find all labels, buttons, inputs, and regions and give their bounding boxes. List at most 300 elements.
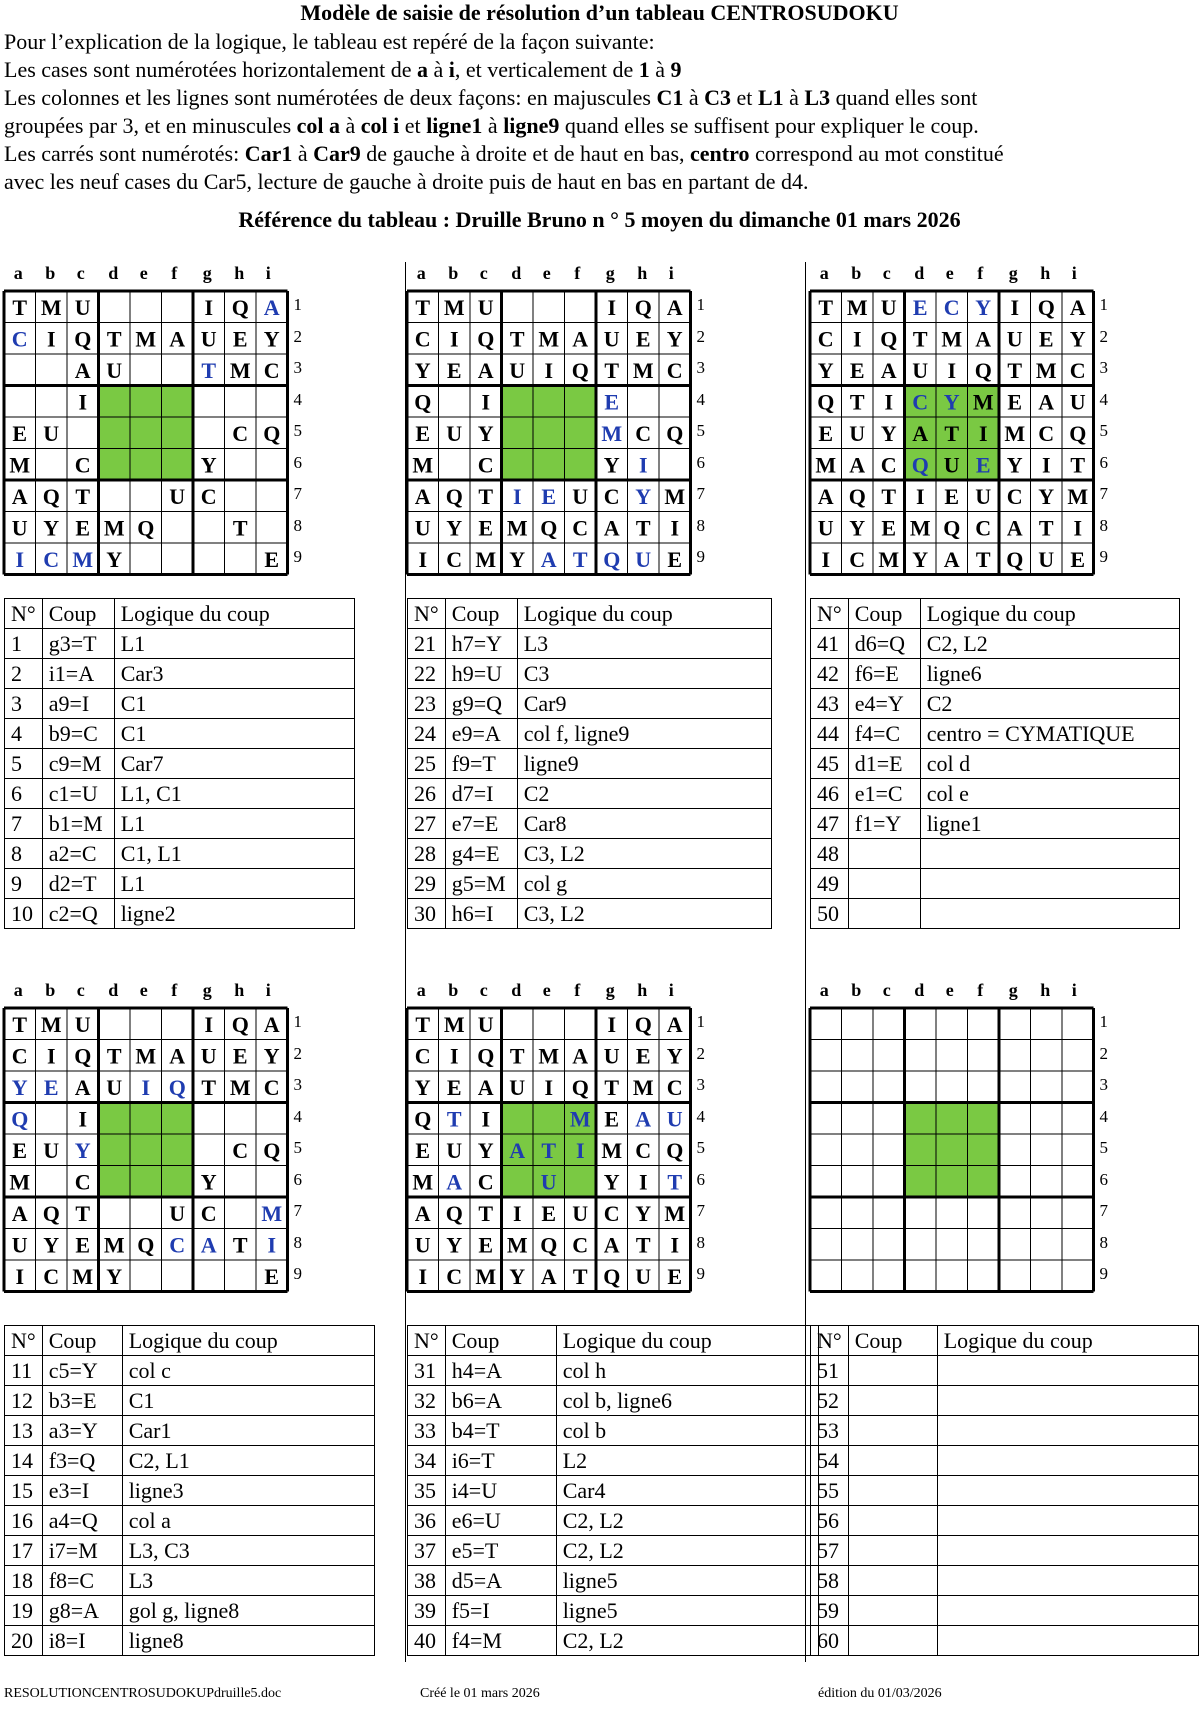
intro-segment: 9 [670, 57, 682, 82]
intro-segment: correspond au mot constitué [749, 141, 1004, 166]
move-logique [937, 1386, 1198, 1416]
cell-letter-g1: I [607, 1011, 617, 1037]
table-row [5, 809, 355, 839]
header-number: N° [5, 599, 43, 629]
move-coup: i4=U [445, 1476, 556, 1506]
cell-letter-h7: Y [1038, 483, 1055, 509]
move-number: 60 [811, 1626, 849, 1656]
cell-letter-g5: M [601, 420, 623, 446]
cell-letter-g2: U [603, 1043, 620, 1069]
cell-letter-d2: T [106, 1043, 122, 1069]
cell-letter-i8: I [267, 1232, 277, 1258]
table-header-row [811, 1326, 1199, 1356]
cell-letter-h8: T [232, 1232, 248, 1258]
cell-letter-c1: U [880, 294, 897, 320]
table-row [5, 659, 355, 689]
move-number: 14 [5, 1446, 43, 1476]
intro-segment: et [731, 85, 758, 110]
column-letter-g: g [1008, 263, 1018, 283]
cell-letter-h5: C [232, 420, 249, 446]
table-row [811, 839, 1180, 869]
cell-letter-i1: A [263, 1011, 280, 1037]
table-row [811, 719, 1180, 749]
row-number-7: 7 [696, 1201, 705, 1220]
table-row [408, 719, 772, 749]
move-logique: Car8 [517, 809, 771, 839]
cell-letter-f8: C [169, 1232, 186, 1258]
column-letter-i: i [265, 263, 271, 283]
intro-segment: C1 [656, 85, 684, 110]
table-row [5, 1536, 375, 1566]
move-coup: c5=Y [42, 1356, 122, 1386]
move-coup: d5=A [445, 1566, 556, 1596]
intro-segment: 1 [638, 57, 650, 82]
cell-letter-b9: C [43, 1263, 60, 1289]
intro-segment: col i [360, 113, 400, 138]
cell-letter-c2: Q [477, 1043, 495, 1069]
header-number: N° [811, 599, 849, 629]
cell-letter-i2: Y [666, 1043, 683, 1069]
move-logique: col b, ligne6 [556, 1386, 818, 1416]
move-coup [848, 899, 920, 929]
cell-letter-f7: U [572, 1200, 589, 1226]
table-row [408, 1566, 819, 1596]
table-row [408, 839, 772, 869]
move-number: 15 [5, 1476, 43, 1506]
cell-letter-i1: A [1069, 294, 1086, 320]
header-logique: Logique du coup [920, 599, 1179, 629]
move-coup [848, 1566, 937, 1596]
cell-letter-i9: E [667, 1263, 683, 1289]
cell-letter-c7: T [478, 1200, 494, 1226]
cell-letter-c5: Y [477, 420, 494, 446]
row-number-8: 8 [696, 515, 705, 535]
move-number: 29 [408, 869, 446, 899]
move-number: 22 [408, 659, 446, 689]
column-letter-c: c [76, 980, 85, 1000]
cell-letter-a7: A [11, 483, 28, 509]
cell-letter-c2: Q [74, 1043, 92, 1069]
cell-letter-c9: M [475, 1263, 497, 1289]
column-letter-f: f [977, 980, 984, 1000]
table-row [811, 1416, 1199, 1446]
column-letter-f: f [171, 263, 178, 283]
cell-letter-b3: E [849, 357, 865, 383]
cell-letter-c6: C [477, 452, 494, 478]
cell-letter-h5: C [635, 420, 652, 446]
cell-letter-b8: Y [849, 515, 866, 541]
table-row [5, 899, 355, 929]
intro-segment: à [783, 85, 805, 110]
cell-letter-b7: Q [848, 483, 866, 509]
row-number-7: 7 [1099, 484, 1108, 503]
cell-letter-f9: T [975, 546, 991, 572]
cell-letter-h3: M [632, 357, 654, 383]
cell-letter-i6: T [667, 1169, 683, 1195]
cell-letter-g8: A [1006, 515, 1023, 541]
move-logique: ligne9 [517, 749, 771, 779]
cell-letter-h4: A [635, 1106, 652, 1132]
column-letter-c: c [882, 980, 891, 1000]
move-number: 9 [5, 869, 43, 899]
intro-segment: Les cases sont numérotées horizontalement de [4, 57, 417, 82]
table-row [811, 689, 1180, 719]
cell-letter-g7: C [1006, 483, 1023, 509]
table-row [811, 1386, 1199, 1416]
intro-segment: à [292, 141, 314, 166]
cell-letter-g3: T [1007, 357, 1023, 383]
cell-letter-g4: E [604, 1106, 620, 1132]
cell-letter-d7: I [915, 483, 925, 509]
cell-letter-d2: T [509, 1043, 525, 1069]
row-number-2: 2 [696, 1043, 705, 1063]
move-number: 10 [5, 899, 43, 929]
move-logique [937, 1356, 1198, 1386]
cell-letter-c3: A [477, 1074, 494, 1100]
move-logique [937, 1416, 1198, 1446]
intro-segment: ligne9 [503, 113, 560, 138]
cell-letter-h2: E [635, 1043, 651, 1069]
cell-letter-f2: A [169, 1043, 186, 1069]
row-number-6: 6 [293, 1169, 302, 1189]
move-logique: L1 [114, 629, 354, 659]
row-number-9: 9 [1099, 547, 1108, 566]
table-row [408, 1596, 819, 1626]
cell-letter-c8: E [478, 515, 494, 541]
cell-letter-f5: I [575, 1137, 585, 1163]
intro-segment: à [649, 57, 671, 82]
cell-letter-f8: C [572, 515, 589, 541]
cell-letter-g9: Q [603, 546, 621, 572]
move-coup: e9=A [445, 719, 517, 749]
cell-letter-a5: E [12, 1137, 28, 1163]
cell-letter-a2: C [414, 326, 431, 352]
intro-segment: à [683, 85, 705, 110]
cell-letter-a7: A [817, 483, 834, 509]
move-number: 12 [5, 1386, 43, 1416]
move-coup: f4=M [445, 1626, 556, 1656]
move-coup: h6=I [445, 899, 517, 929]
cell-letter-e6: U [943, 452, 960, 478]
cell-letter-a7: A [414, 483, 431, 509]
row-number-1: 1 [696, 1012, 705, 1031]
move-logique: col b [556, 1416, 818, 1446]
cell-letter-g1: I [607, 294, 617, 320]
table-row [408, 899, 772, 929]
cell-letter-h9: U [635, 1263, 652, 1289]
cell-letter-g7: C [603, 483, 620, 509]
cell-letter-a3: Y [414, 357, 431, 383]
column-letter-b: b [45, 980, 56, 1000]
cell-letter-d3: U [509, 1074, 526, 1100]
move-logique: L1 [114, 869, 354, 899]
cell-letter-b2: I [46, 1043, 56, 1069]
table-row [5, 779, 355, 809]
cell-letter-e5: T [944, 420, 960, 446]
move-logique: C1, L1 [114, 839, 354, 869]
intro-segment: C3 [704, 85, 732, 110]
intro-segment: Car9 [313, 141, 361, 166]
row-number-1: 1 [696, 295, 705, 314]
move-coup: i8=I [42, 1626, 122, 1656]
cell-letter-h2: E [232, 1043, 248, 1069]
cell-letter-i3: C [1069, 357, 1086, 383]
row-number-5: 5 [696, 1138, 705, 1157]
cell-letter-f2: A [169, 326, 186, 352]
moves-table-5 [407, 1325, 819, 1656]
move-coup: f1=Y [848, 809, 920, 839]
move-logique: ligne6 [920, 659, 1179, 689]
cell-letter-a6: M [9, 1169, 31, 1195]
move-number: 55 [811, 1476, 849, 1506]
cell-letter-d6: Q [911, 452, 929, 478]
column-letter-b: b [45, 263, 56, 283]
cell-letter-g1: I [204, 294, 214, 320]
intro-segment: L1 [757, 85, 784, 110]
cell-letter-h3: M [229, 357, 251, 383]
cell-letter-c3: A [74, 1074, 91, 1100]
cell-letter-d7: I [512, 1200, 522, 1226]
cell-letter-g6: Y [603, 1169, 620, 1195]
intro-segment: Car1 [244, 141, 293, 166]
table-row [5, 629, 355, 659]
column-letter-f: f [977, 263, 984, 283]
table-row [5, 869, 355, 899]
row-number-8: 8 [293, 1232, 302, 1252]
cell-letter-b5: U [446, 420, 463, 446]
cell-letter-i1: A [666, 1011, 683, 1037]
cell-letter-h9: U [1038, 546, 1055, 572]
cell-letter-b9: C [446, 1263, 463, 1289]
move-logique: C2, L2 [920, 629, 1179, 659]
move-coup [848, 1356, 937, 1386]
row-number-9: 9 [293, 1264, 302, 1283]
cell-letter-d5: A [509, 1137, 526, 1163]
cell-letter-b1: M [40, 1011, 62, 1037]
column-letter-f: f [171, 980, 178, 1000]
move-logique: C1 [114, 719, 354, 749]
row-number-7: 7 [293, 484, 302, 503]
row-number-2: 2 [696, 326, 705, 346]
cell-letter-d9: Y [106, 1263, 123, 1289]
cell-letter-d8: M [506, 515, 528, 541]
cell-letter-c9: M [72, 1263, 94, 1289]
cell-letter-d8: M [506, 1232, 528, 1258]
move-logique: L1 [114, 809, 354, 839]
move-logique: col g [517, 869, 771, 899]
move-number: 36 [408, 1506, 446, 1536]
move-logique: C2, L2 [556, 1626, 818, 1656]
column-letter-b: b [851, 263, 862, 283]
cell-letter-b9: C [446, 546, 463, 572]
column-letter-d: d [914, 980, 925, 1000]
row-number-7: 7 [293, 1201, 302, 1220]
move-number: 52 [811, 1386, 849, 1416]
column-letter-h: h [637, 263, 648, 283]
cell-letter-a2: C [414, 1043, 431, 1069]
move-logique [937, 1566, 1198, 1596]
row-number-8: 8 [1099, 515, 1108, 535]
move-coup: h4=A [445, 1356, 556, 1386]
cell-letter-h6: I [1041, 452, 1051, 478]
cell-letter-i3: C [263, 357, 280, 383]
table-row [811, 1626, 1199, 1656]
table-row [5, 719, 355, 749]
cell-letter-a4: Q [817, 389, 835, 415]
cell-letter-c8: E [75, 1232, 91, 1258]
cell-letter-e3: I [141, 1074, 151, 1100]
cell-letter-g1: I [204, 1011, 214, 1037]
column-letter-i: i [1071, 980, 1077, 1000]
move-coup: b6=A [445, 1386, 556, 1416]
table-row [811, 1476, 1199, 1506]
move-coup: a9=I [42, 689, 114, 719]
move-coup: h9=U [445, 659, 517, 689]
cell-letter-f3: Q [571, 1074, 589, 1100]
row-number-2: 2 [293, 1043, 302, 1063]
cell-letter-h8: T [1038, 515, 1054, 541]
move-number: 18 [5, 1566, 43, 1596]
cell-letter-a6: M [815, 452, 837, 478]
cell-letter-e8: Q [137, 515, 155, 541]
cell-letter-h9: U [635, 546, 652, 572]
cell-letter-g4: E [1007, 389, 1023, 415]
column-letter-e: e [139, 980, 148, 1000]
cell-letter-a5: E [12, 420, 28, 446]
move-logique: col d [920, 749, 1179, 779]
cell-letter-f3: Q [168, 1074, 186, 1100]
cell-letter-g8: A [603, 1232, 620, 1258]
column-letter-b: b [448, 263, 459, 283]
cell-letter-b4: T [446, 1106, 462, 1132]
move-logique: C2 [517, 779, 771, 809]
cell-letter-c8: E [881, 515, 897, 541]
cell-letter-e9: A [943, 546, 960, 572]
move-coup: e6=U [445, 1506, 556, 1536]
move-number: 33 [408, 1416, 446, 1446]
table-row [408, 1476, 819, 1506]
row-number-3: 3 [293, 1075, 302, 1094]
move-logique: centro = CYMATIQUE [920, 719, 1179, 749]
move-coup [848, 1446, 937, 1476]
cell-letter-b4: T [849, 389, 865, 415]
header-coup: Coup [848, 599, 920, 629]
cell-letter-b7: Q [445, 1200, 463, 1226]
table-header-row [5, 1326, 375, 1356]
cell-letter-b5: U [43, 420, 60, 446]
intro-segment: centro [690, 141, 750, 166]
move-number: 50 [811, 899, 849, 929]
grid-board [407, 1008, 693, 1294]
move-number: 30 [408, 899, 446, 929]
move-logique: ligne5 [556, 1566, 818, 1596]
cell-letter-h1: Q [1037, 294, 1055, 320]
move-logique: gol g, ligne8 [122, 1596, 374, 1626]
cell-letter-d9: Y [106, 546, 123, 572]
puzzle-reference: Référence du tableau : Druille Bruno n ° 5 moyen du dimanche 01 mars 2026 [238, 207, 961, 232]
cell-letter-g9: Q [1006, 546, 1024, 572]
move-number: 53 [811, 1416, 849, 1446]
intro-segment: Pour l’explication de la logique, le tableau est repéré de la façon suivante: [4, 29, 655, 54]
cell-letter-i1: A [263, 294, 280, 320]
cell-letter-a6: M [412, 452, 434, 478]
column-letter-d: d [511, 263, 522, 283]
column-letter-a: a [416, 263, 426, 283]
cell-letter-g5: M [1004, 420, 1026, 446]
cell-letter-a2: C [11, 1043, 28, 1069]
move-number: 43 [811, 689, 849, 719]
move-logique [920, 899, 1179, 929]
row-number-6: 6 [696, 1169, 705, 1189]
header-logique: Logique du coup [517, 599, 771, 629]
move-number: 47 [811, 809, 849, 839]
intro-line-5 [4, 140, 1004, 168]
move-logique: ligne1 [920, 809, 1179, 839]
cell-letter-f3: Q [571, 357, 589, 383]
cell-letter-a1: T [818, 294, 834, 320]
move-number: 17 [5, 1536, 43, 1566]
centro-square [99, 1103, 194, 1198]
cell-letter-i9: E [264, 546, 280, 572]
cell-letter-c6: C [477, 1169, 494, 1195]
cell-letter-c4: I [481, 1106, 491, 1132]
move-coup: f6=E [848, 659, 920, 689]
intro-line-4 [4, 112, 979, 140]
cell-letter-g2: U [603, 326, 620, 352]
move-number: 24 [408, 719, 446, 749]
move-number: 45 [811, 749, 849, 779]
cell-letter-i5: Q [1069, 420, 1087, 446]
intro-segment: de gauche à droite et de haut en bas, [360, 141, 691, 166]
row-number-2: 2 [1099, 1043, 1108, 1063]
moves-table-1 [4, 598, 355, 929]
cell-letter-e8: Q [137, 1232, 155, 1258]
cell-letter-a8: U [11, 515, 28, 541]
table-row [5, 1446, 375, 1476]
move-logique: C2, L2 [556, 1536, 818, 1566]
cell-letter-d3: U [106, 357, 123, 383]
table-row [811, 779, 1180, 809]
column-letter-b: b [448, 980, 459, 1000]
cell-letter-i5: Q [666, 420, 684, 446]
header-logique: Logique du coup [556, 1326, 818, 1356]
cell-letter-b2: I [449, 1043, 459, 1069]
cell-letter-d8: M [103, 1232, 125, 1258]
table-row [811, 1536, 1199, 1566]
move-coup [848, 839, 920, 869]
cell-letter-i7: M [664, 1200, 686, 1226]
cell-letter-e5: T [541, 1137, 557, 1163]
cell-letter-a8: U [817, 515, 834, 541]
column-letter-d: d [108, 980, 119, 1000]
cell-letter-f6: E [975, 452, 991, 478]
cell-letter-a8: U [414, 515, 431, 541]
column-letter-a: a [13, 980, 23, 1000]
cell-letter-i3: C [666, 1074, 683, 1100]
cell-letter-i5: Q [263, 1137, 281, 1163]
cell-letter-c6: C [880, 452, 897, 478]
cell-letter-e7: E [541, 483, 557, 509]
move-coup: d6=Q [848, 629, 920, 659]
cell-letter-e9: A [540, 546, 557, 572]
header-coup: Coup [42, 1326, 122, 1356]
cell-letter-e9: A [540, 1263, 557, 1289]
move-coup: e7=E [445, 809, 517, 839]
column-letter-b: b [851, 980, 862, 1000]
cell-letter-h5: C [635, 1137, 652, 1163]
cell-letter-e3: I [544, 357, 554, 383]
move-coup: g9=Q [445, 689, 517, 719]
